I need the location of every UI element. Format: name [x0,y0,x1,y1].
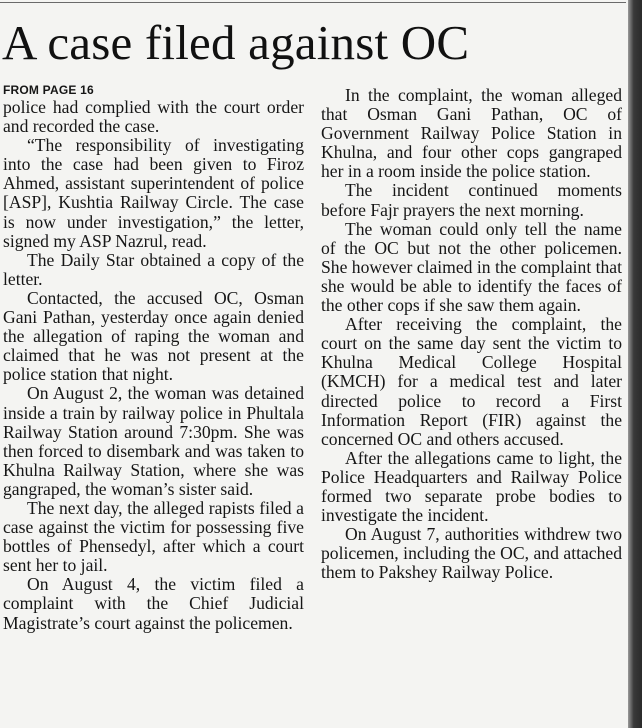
paragraph: The incident continued moments before Fajr prayers the next morning. [321,180,622,220]
paragraph: police had complied with the court order and recorded the case. [3,97,304,137]
article-column-right [321,86,622,582]
top-rule [0,2,626,3]
paragraph: On August 7, authorities withdrew two policemen, including the OC, and attached them to Pakshey Railway Police. [321,524,622,583]
article-column-left [3,82,304,633]
paragraph: After the allegations came to light, the Police Headquarters and Railway Police formed two separate probe bodies to investigate the incident. [321,447,622,526]
paragraph: Contacted, the accused OC, Osman Gani Pathan, yesterday once again denied the allegation of raping the woman and claimed that he was not present at the police station that night. [3,287,304,385]
paragraph: After receiving the complaint, the court on the same day sent the victim to Khulna Medical College Hospital (KMCH) for a medical test and later directed police to record a First Information Report (FIR) against the concerned OC and others accused. [321,314,622,449]
paragraph: On August 4, the victim filed a complaint with the Chief Judicial Magistrate’s court against the policemen. [3,574,304,633]
paragraph: The Daily Star obtained a copy of the letter. [3,249,304,289]
paragraph: On August 2, the woman was detained inside a train by railway police in Phultala Railway Station around 7:30pm. She was then forced to disembark and was taken to Khulna Railway Station, where she was gangraped, the woman’s sister said. [3,383,304,499]
paragraph: In the complaint, the woman alleged that Osman Gani Pathan, OC of Government Railway Police Station in Khulna, and four other cops gangraped her in a room inside the police station. [321,85,622,182]
paragraph: The woman could only tell the name of the OC but not the other policemen. She however claimed in the complaint that she would be able to identify the faces of the other cops if she saw them again. [321,218,622,316]
page-edge-shadow [628,0,642,728]
jump-line: FROM PAGE 16 [3,83,94,97]
article-headline: A case filed against OC [2,15,470,70]
paragraph: “The responsibility of investigating into the case had been given to Firoz Ahmed, assistant superintendent of police [ASP], Kushtia Railway Circle. The case is now under investigation,” the letter, signed my ASP Nazrul, read. [3,135,304,251]
paragraph: The next day, the alleged rapists filed a case against the victim for possessing five bottles of Phensedyl, after which a court sent her to jail. [3,497,304,576]
